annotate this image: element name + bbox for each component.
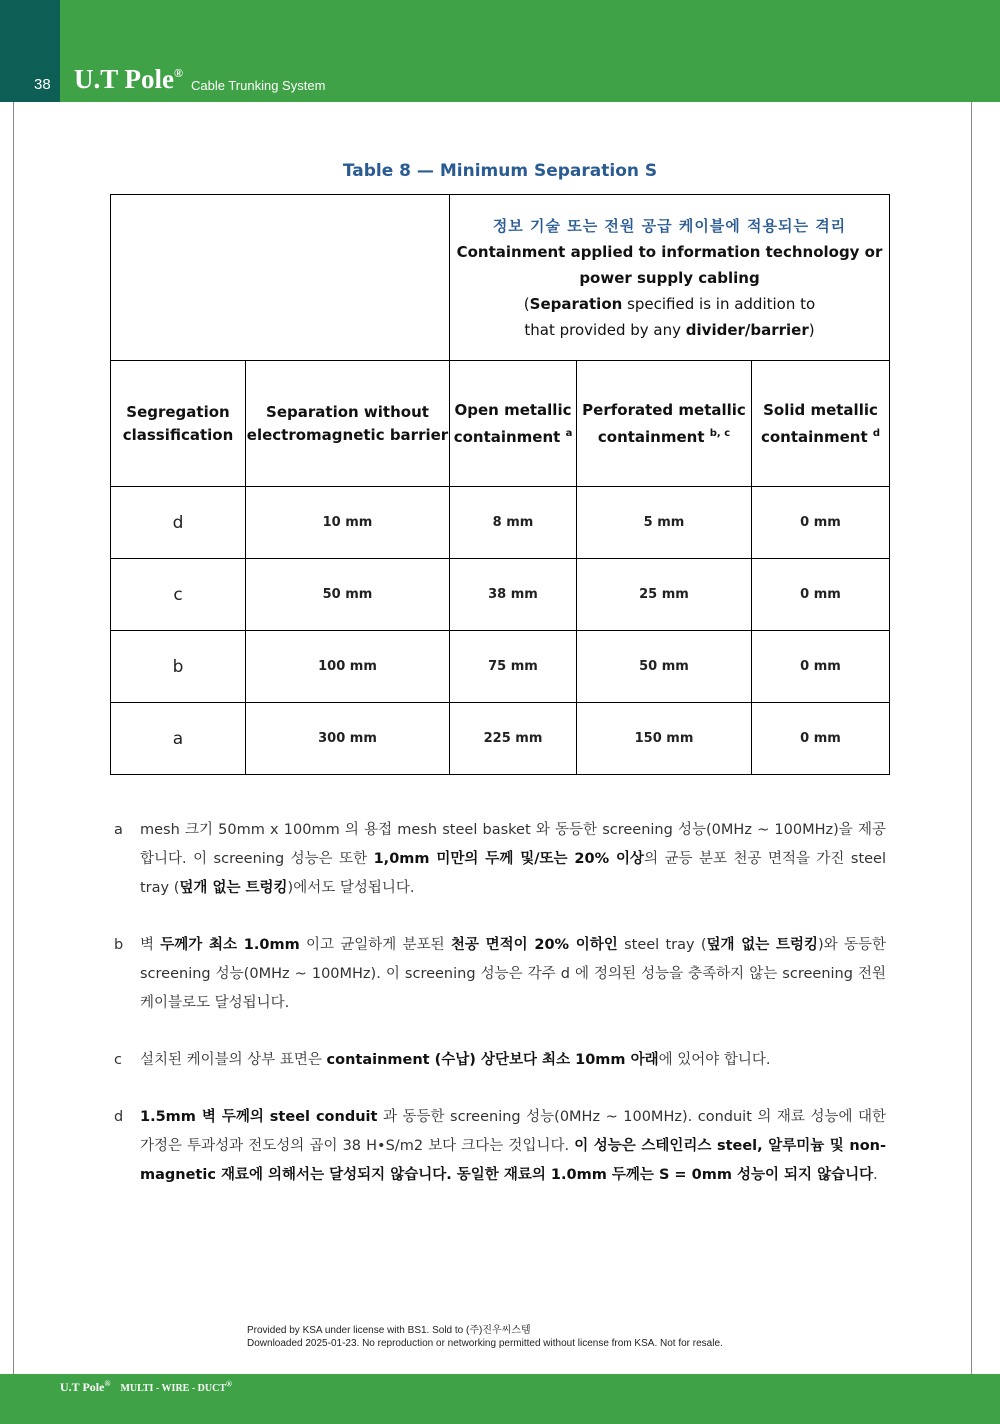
cell-solid: 0 mm bbox=[752, 631, 890, 703]
cell-solid: 0 mm bbox=[752, 703, 890, 775]
footer-brand: U.T Pole® MULTI - WIRE - DUCT® bbox=[60, 1379, 232, 1394]
group-header-note-line2: that provided by any divider/barrier) bbox=[524, 320, 815, 339]
group-header-line1: Containment applied to information technology or bbox=[456, 242, 883, 261]
cell-classification: b bbox=[111, 631, 246, 703]
footnote-b: b 벽 두께가 최소 1.0mm 이고 균일하게 분포된 천공 면적이 20% 이하인 steel tray (덮개 없는 트렁킹)와 동등한 screening 성능(0MHz ~ 100MHz). 이 screening 성능은 각주 d 에 정의된 성능을 충족하지 않는 screening 전원 케이블로도 달성됩니다. bbox=[114, 931, 886, 1018]
cell-solid: 0 mm bbox=[752, 487, 890, 559]
cell-solid: 0 mm bbox=[752, 559, 890, 631]
group-header bbox=[450, 195, 890, 361]
right-margin-rule bbox=[971, 102, 972, 1374]
column-header-perforated: Perforated metallic containment $^{b, c}$ bbox=[577, 361, 752, 487]
cell-no-barrier: 300 mm bbox=[246, 703, 450, 775]
separation-table bbox=[110, 194, 890, 775]
cell-classification: a bbox=[111, 703, 246, 775]
license-line-1: Provided by KSA under license with BS1. Sold to (주)진우씨스템 bbox=[247, 1325, 531, 1336]
group-header-korean: 정보 기술 또는 전원 공급 케이블에 적용되는 격리 bbox=[492, 216, 847, 235]
header-subtitle: Cable Trunking System bbox=[191, 78, 326, 93]
cell-open: 75 mm bbox=[450, 631, 577, 703]
header-page-tab bbox=[0, 0, 60, 102]
footnote-d: d 1.5mm 벽 두께의 steel conduit 과 동등한 screening 성능(0MHz ~ 100MHz). conduit 의 재료 성능에 대한 가정은 투과성과 전도성의 곱이 38 H•S/m2 보다 크다는 것입니다. 이 성능은 스테인리스 steel, 알루미늄 및 non-magnetic 재료에 의해서는 달성되지 않습니다. 동일한 재료의 1.0mm 두께는 S = 0mm 성능이 되지 않습니다. bbox=[114, 1103, 886, 1190]
footnote-letter: d bbox=[114, 1109, 124, 1125]
page-number: 38 bbox=[34, 76, 51, 93]
table-empty-corner bbox=[111, 195, 450, 361]
cell-no-barrier: 50 mm bbox=[246, 559, 450, 631]
cell-open: 38 mm bbox=[450, 559, 577, 631]
cell-no-barrier: 10 mm bbox=[246, 487, 450, 559]
footnote-letter: c bbox=[114, 1052, 122, 1068]
footnote-letter: b bbox=[114, 937, 124, 953]
brand-logo: U.T Pole® bbox=[74, 64, 183, 94]
group-header-note-line1: (Separation specified is in addition to bbox=[523, 294, 816, 313]
column-header-solid: Solid metallic containment $^d$ bbox=[752, 361, 890, 487]
license-notice bbox=[247, 1324, 723, 1350]
table-row bbox=[111, 703, 890, 775]
cell-classification: d bbox=[111, 487, 246, 559]
cell-no-barrier: 100 mm bbox=[246, 631, 450, 703]
column-header-no-barrier: Separation without electromagnetic barrier bbox=[246, 361, 450, 487]
cell-open: 225 mm bbox=[450, 703, 577, 775]
cell-classification: c bbox=[111, 559, 246, 631]
footnote-c: c 설치된 케이블의 상부 표면은 containment (수납) 상단보다 최소 10mm 아래에 있어야 합니다. bbox=[114, 1046, 886, 1075]
cell-perforated: 50 mm bbox=[577, 631, 752, 703]
column-header-segregation: Segregation classification bbox=[111, 361, 246, 487]
table-title: Table 8 — Minimum Separation S bbox=[342, 161, 658, 181]
cell-perforated: 25 mm bbox=[577, 559, 752, 631]
cell-open: 8 mm bbox=[450, 487, 577, 559]
cell-perforated: 5 mm bbox=[577, 487, 752, 559]
cell-perforated: 150 mm bbox=[577, 703, 752, 775]
table-row bbox=[111, 559, 890, 631]
footnote-a: a mesh 크기 50mm x 100mm 의 용접 mesh steel basket 와 동등한 screening 성능(0MHz ~ 100MHz)을 제공합니다. 이 screening 성능은 또한 1,0mm 미만의 두께 및/또는 20% 이상의 균등 분포 천공 면적을 가진 steel tray (덮개 없는 트렁킹)에서도 달성됩니다. bbox=[114, 816, 886, 903]
column-header-open: Open metallic containment $^a$ bbox=[450, 361, 577, 487]
footnote-letter: a bbox=[114, 822, 123, 838]
table-row bbox=[111, 631, 890, 703]
group-header-line2: power supply cabling bbox=[579, 268, 760, 287]
license-line-2: Downloaded 2025-01-23. No reproduction or networking permitted without license from KSA. Not for resale. bbox=[247, 1338, 723, 1349]
table-row bbox=[111, 487, 890, 559]
footnotes bbox=[114, 816, 886, 1218]
left-margin-rule bbox=[13, 102, 14, 1374]
